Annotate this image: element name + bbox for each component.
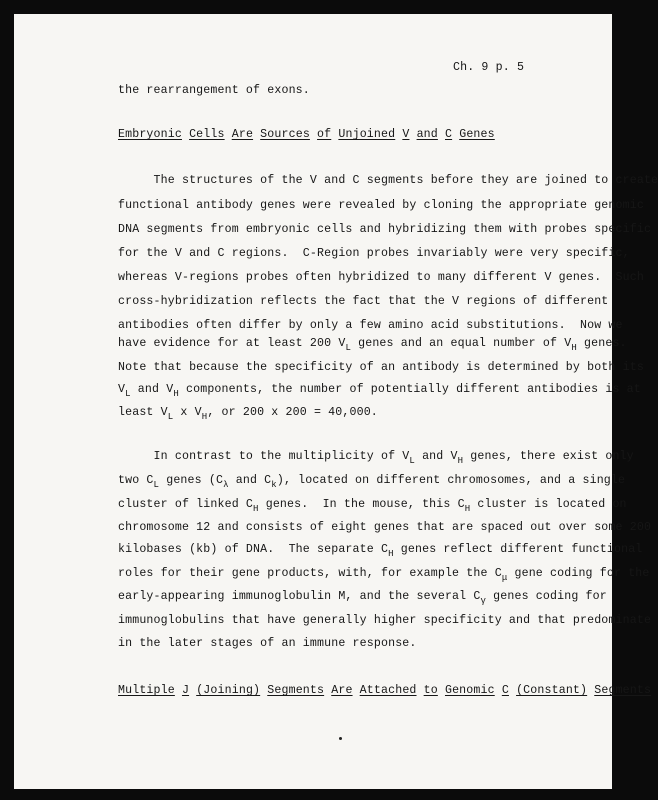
paragraph2-line: two $C_L$ genes ($C_\lambda$ and $C_k$), located on different chromosomes, and a single bbox=[118, 474, 626, 490]
paragraph2-line: kilobases (kb) of DNA. The separate $C_H$ genes reflect different functional bbox=[118, 543, 643, 559]
page-dot-mark bbox=[339, 737, 342, 740]
heading1-word: Genes bbox=[459, 128, 495, 141]
paragraph2-line: chromosome 12 and consists of eight genes that are spaced out over some 200 bbox=[118, 521, 652, 534]
heading2-word: (Constant) bbox=[516, 684, 588, 697]
heading2-word: Segments bbox=[267, 684, 325, 697]
heading2-word: (Joining) bbox=[196, 684, 261, 697]
heading2-word: Multiple bbox=[118, 684, 175, 697]
paragraph2-line: immunoglobulins that have generally higher specificity and that predominate bbox=[118, 614, 652, 627]
intro-line: the rearrangement of exons. bbox=[118, 84, 310, 97]
paragraph1-line: functional antibody genes were revealed by cloning the appropriate genomic bbox=[118, 199, 644, 212]
page-header: Ch. 9 p. 5 bbox=[453, 61, 525, 74]
heading1-word: Cells bbox=[189, 128, 225, 141]
paragraph2-line: roles for their gene products, with, for example the $C_\mu$ gene coding for the bbox=[118, 567, 650, 583]
paragraph2-line: early-appearing immunoglobulin M, and the several $C_\gamma$ genes coding for bbox=[118, 590, 607, 606]
heading1-word: Embryonic bbox=[118, 128, 182, 141]
paragraph1-line: Note that because the specificity of an antibody is determined by both its bbox=[118, 361, 644, 374]
heading2-word: C bbox=[501, 684, 509, 697]
paragraph1-line: $V_L$ and $V_H$ components, the number of potentially different antibodies is at bbox=[118, 383, 641, 399]
heading2-word: Genomic bbox=[444, 684, 495, 697]
paragraph1-line: antibodies often differ by only a few amino acid substitutions. Now we bbox=[118, 319, 623, 332]
heading1-word: V bbox=[402, 128, 410, 141]
heading1-word: Are bbox=[231, 128, 254, 141]
paragraph1-line: least $V_L$ x $V_H$, or 200 x 200 = 40,000. bbox=[118, 406, 378, 422]
heading1-word: Sources bbox=[260, 128, 310, 141]
paragraph2-line: in the later stages of an immune response. bbox=[118, 637, 417, 650]
heading1-word: and bbox=[416, 128, 438, 141]
paragraph1-line: DNA segments from embryonic cells and hybridizing them with probes specific bbox=[118, 223, 652, 236]
paragraph2-line: In contrast to the multiplicity of $V_L$ and $V_H$ genes, there exist only bbox=[118, 450, 634, 466]
heading-multiple-j-segments bbox=[118, 684, 651, 697]
heading-embryonic-cells bbox=[118, 128, 495, 141]
paragraph1-line: The structures of the V and C segments before they are joined to create bbox=[118, 174, 658, 187]
heading2-word: to bbox=[423, 684, 438, 697]
heading2-word: Segments bbox=[594, 684, 652, 697]
heading2-word: Are bbox=[331, 684, 353, 697]
paragraph1-line: have evidence for at least 200 $V_L$ genes and an equal number of $V_H$ genes. bbox=[118, 337, 627, 353]
heading1-word: C bbox=[445, 128, 453, 141]
paragraph1-line: cross-hybridization reflects the fact that the V regions of different bbox=[118, 295, 609, 308]
paragraph2-line: cluster of linked $C_H$ genes. In the mouse, this $C_H$ cluster is located on bbox=[118, 498, 627, 514]
heading2-word: Attached bbox=[359, 684, 417, 697]
heading1-word: of bbox=[317, 128, 332, 141]
heading2-word: J bbox=[181, 684, 190, 697]
paragraph1-line: for the V and C regions. C-Region probes invariably were very specific, bbox=[118, 247, 630, 260]
paragraph1-line: whereas V-regions probes often hybridized to many different V genes. Such bbox=[118, 271, 644, 284]
heading1-word: Unjoined bbox=[338, 128, 396, 141]
